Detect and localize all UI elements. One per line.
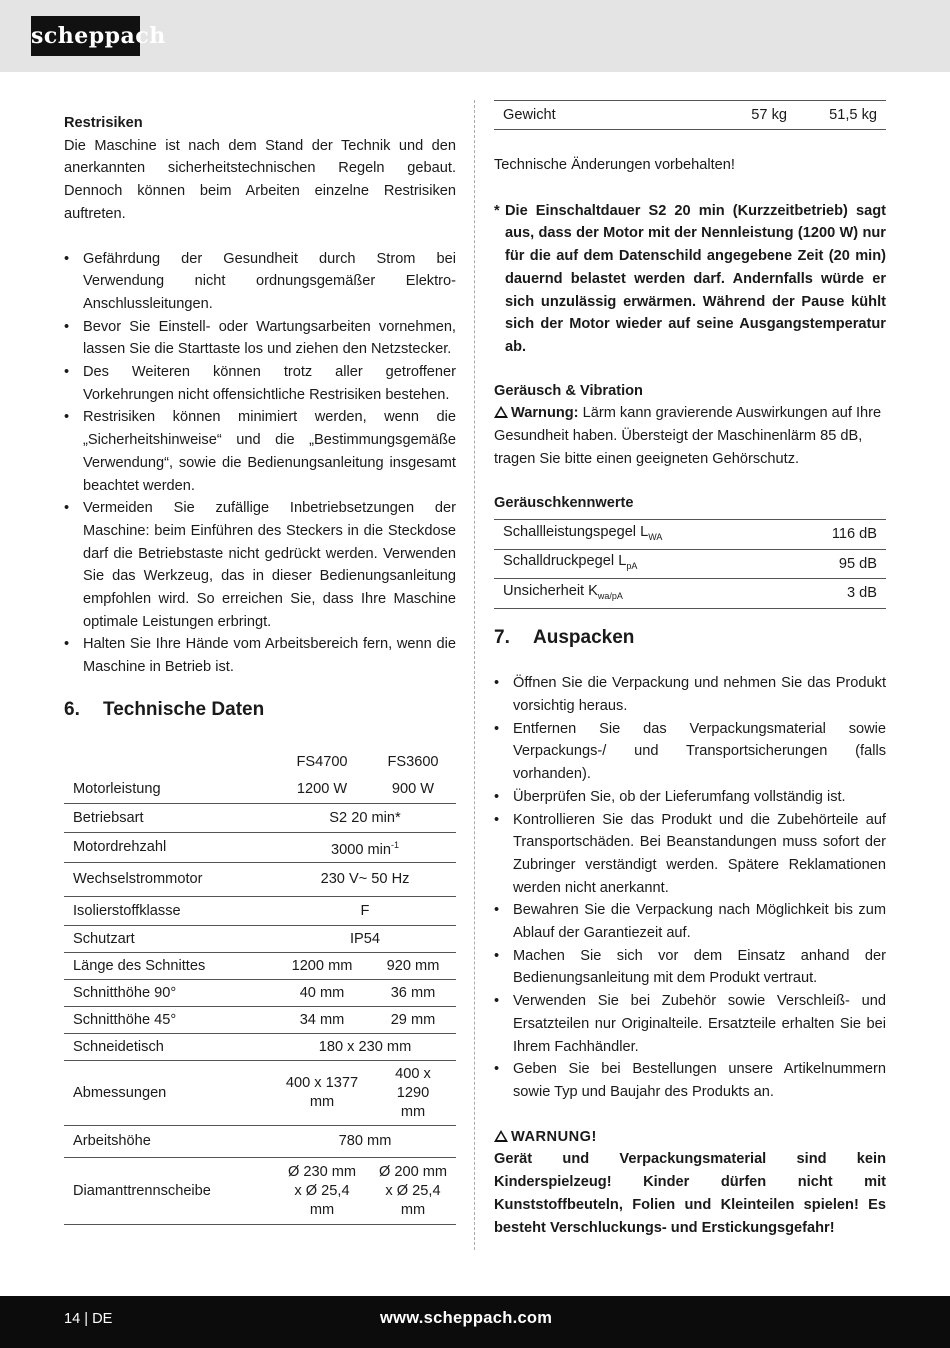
restrisiken-heading: Restrisiken — [64, 115, 143, 131]
section-number: 6. — [64, 698, 80, 720]
list-item: • Verwenden Sie bei Zubehör sowie Verschleiß- und Ersatzteilen nur Originalteile. Ersatzteile erhalten Sie bei Ihrem Fachhändler. — [494, 990, 886, 1058]
technical-data-table — [64, 749, 456, 1226]
restrisiken-list — [64, 248, 456, 679]
unpacking-list — [494, 672, 886, 1103]
list-item: • Kontrollieren Sie das Produkt und die Zubehörteile auf Transportschäden. Bei Beanstandungen muss sofort der Zubringer verständigt werden. Spätere Reklamationen werden nicht anerkannt. — [494, 809, 886, 900]
column-header: FS4700 — [296, 753, 348, 770]
table-row: Schutzart IP54 — [64, 926, 456, 953]
warning-text: Gerät und Verpackungsmaterial sind kein Kinderspielzeug! Kinder dürfen nicht mit Kunststoffbeuteln, Folien und Kleinteilen spielen! Es besteht Verschluckungs- und Erstickungsgefahr! — [494, 1151, 886, 1236]
restrisiken-text: Die Maschine ist nach dem Stand der Technik und den anerkannten sicherheitstechnischen Regeln gebaut. Dennoch können beim Arbeiten einzelne Restrisiken auftreten. — [64, 137, 456, 222]
table-row: Schnitthöhe 90° 40 mm 36 mm — [64, 980, 456, 1007]
changes-note: Technische Änderungen vorbehalten! — [494, 157, 735, 173]
table-row: Unsicherheit $K_{wa/pA}$ 3 dB — [494, 579, 886, 609]
noise-warning: Warnung: Lärm kann gravierende Auswirkungen auf Ihre Gesundheit haben. Übersteigt der Maschinenlärm 85 dB, tragen Sie bitte einen geeigneten Gehörschutz. — [494, 405, 882, 467]
section-6-heading — [64, 699, 456, 722]
list-item: • Geben Sie bei Bestellungen unsere Artikelnummern sowie Typ und Baujahr des Produkts an. — [494, 1058, 886, 1103]
section-title: Technische Daten — [103, 698, 265, 720]
list-item: • Vermeiden Sie zufällige Inbetriebsetzungen der Maschine: beim Einführen des Steckers in die Steckdose darf die Betriebstaste nicht gedrückt werden. Verwenden Sie das Werkzeug, das in dieser Bedienungsanleitung empfohlen wird. So erreichen Sie, dass Ihre Maschine optimale Leistungen erbringt. — [64, 497, 456, 633]
section-7-heading — [494, 627, 886, 650]
list-item: • Überprüfen Sie, ob der Lieferumfang vollständig ist. — [494, 786, 886, 809]
noise-values-heading: Geräuschkennwerte — [494, 495, 634, 512]
table-header-row — [64, 749, 456, 776]
table-row: Arbeitshöhe 780 mm — [64, 1126, 456, 1158]
table-row: Motordrehzahl 3000 $\min^{-1}$ — [64, 833, 456, 863]
warning-triangle-icon — [494, 406, 508, 418]
table-row: Länge des Schnittes 1200 mm 920 mm — [64, 953, 456, 980]
table-row: Isolierstoffklasse F — [64, 897, 456, 926]
right-column — [494, 100, 886, 1239]
table-row: Motorleistung 1200 W 900 W — [64, 776, 456, 804]
noise-values-table — [494, 519, 886, 609]
list-item: • Bevor Sie Einstell- oder Wartungsarbeiten vornehmen, lassen Sie die Starttaste los und ziehen den Netzstecker. — [64, 316, 456, 361]
website-url: www.scheppach.com — [380, 1309, 553, 1327]
list-item: • Gefährdung der Gesundheit durch Strom bei Verwendung nicht ordnungsgemäßer Elektro-Anschlussleitungen. — [64, 248, 456, 316]
warning-triangle-icon — [494, 1130, 508, 1142]
list-item: • Machen Sie sich vor dem Einsatz anhand der Bedienungsanleitung mit dem Produkt vertraut. — [494, 945, 886, 990]
table-row: Schnitthöhe 45° 34 mm 29 mm — [64, 1007, 456, 1034]
left-column — [64, 112, 456, 1225]
section-number: 7. — [494, 626, 510, 648]
list-item: • Öffnen Sie die Verpackung und nehmen Sie das Produkt vorsichtig heraus. — [494, 672, 886, 717]
table-row: Schneidetisch 180 x 230 mm — [64, 1034, 456, 1061]
table-row: Schalldruckpegel $L_{pA}$ 95 dB — [494, 549, 886, 579]
page-number: 14 | DE — [64, 1311, 113, 1327]
table-row: Schallleistungspegel $L_{WA}$ 116 dB — [494, 520, 886, 550]
section-title: Auspacken — [533, 626, 635, 648]
table-row: Betriebsart S2 20 min* — [64, 804, 456, 833]
table-row: Gewicht 57 kg 51,5 kg — [494, 101, 886, 130]
page-footer — [0, 1296, 950, 1348]
column-header: FS3600 — [387, 753, 439, 770]
noise-heading: Geräusch & Vibration — [494, 382, 643, 399]
list-item: • Des Weiteren können trotz aller getroffener Vorkehrungen nicht offensichtliche Restrisiken bestehen. — [64, 361, 456, 406]
weight-table — [494, 100, 886, 130]
duty-cycle-note: * Die Einschaltdauer S2 20 min (Kurzzeitbetrieb) sagt aus, dass der Motor mit der Nennleistung (1200 W) nur für die auf dem Datenschild angegebene Zeit (20 min) dauernd belastet werden darf. Andernfalls würde er sich unzulässig erwärmen. Während der Pause kühlt sich der Motor wieder auf seine Ausgangstemperatur ab. — [494, 202, 886, 355]
column-divider — [474, 100, 475, 1250]
page-header — [0, 0, 950, 72]
list-item: • Bewahren Sie die Verpackung nach Möglichkeit bis zum Ablauf der Garantiezeit auf. — [494, 899, 886, 944]
scheppach-logo: scheppach — [31, 16, 140, 56]
warning-heading: WARNUNG! — [494, 1126, 886, 1149]
list-item: • Restrisiken können minimiert werden, wenn die „Sicherheitshinweise“ und die „Bestimmungsgemäße Verwendung“, sowie die Bedienungsanleitung insgesamt beachtet werden. — [64, 406, 456, 497]
table-row: Wechselstrommotor 230 V~ 50 Hz — [64, 863, 456, 897]
list-item: • Halten Sie Ihre Hände vom Arbeitsbereich fern, wenn die Maschine in Betrieb ist. — [64, 633, 456, 678]
table-row: Abmessungen 400 x 1377 mm 400 x 1290 mm — [64, 1061, 456, 1126]
table-row: Diamanttrennscheibe Ø 230 mm x Ø 25,4 mm Ø 200 mm x Ø 25,4 mm — [64, 1158, 456, 1225]
list-item: • Entfernen Sie das Verpackungsmaterial sowie Verpackungs-/ und Transportsicherungen (falls vorhanden). — [494, 718, 886, 786]
